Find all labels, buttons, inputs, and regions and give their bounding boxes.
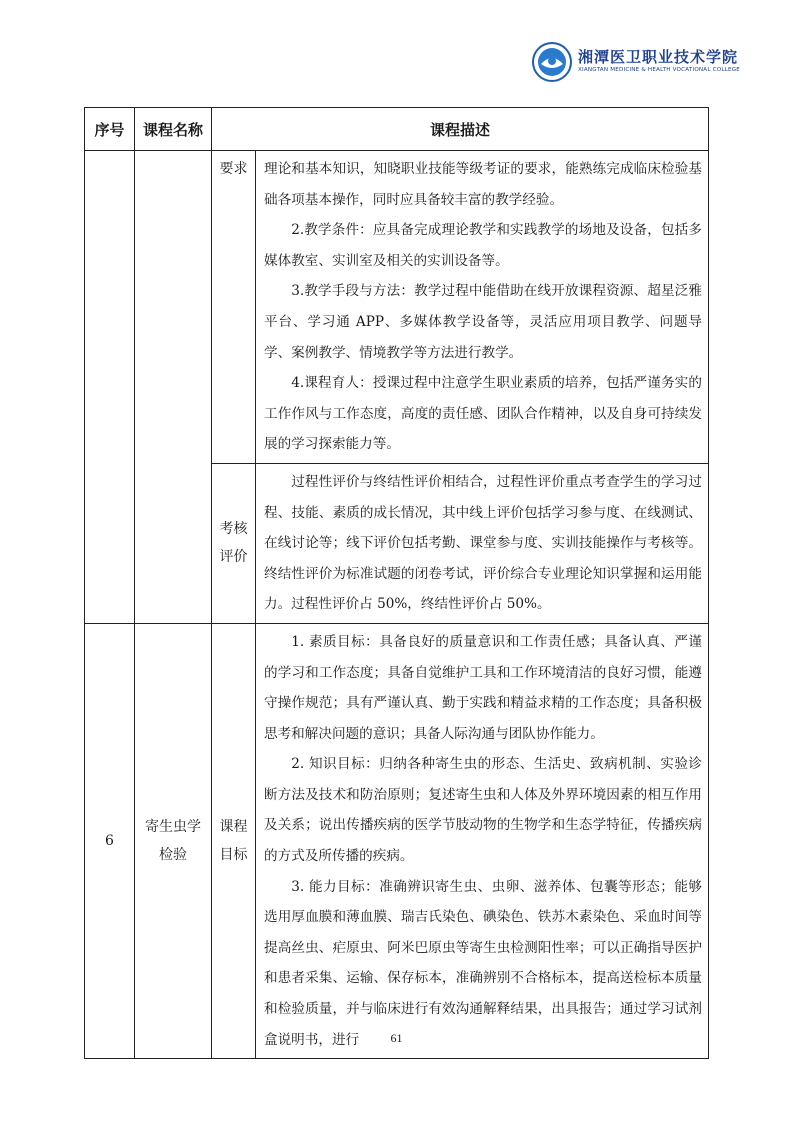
- paragraph: 过程性评价与终结性评价相结合，过程性评价重点考查学生的学习过程、技能、素质的成长情况，其中线上评价包括学习参与度、在线测试、在线讨论等；线下评价包括考勤、课堂参与度、实训技能操作与考核等。终结性评价为标准试题的闭卷考试，评价综合专业理论知识掌握和运用能力。过程性评价占 50%，终结性评价占 50%。: [264, 473, 702, 613]
- table-row: [85, 151, 709, 464]
- course-name: 寄生虫学 检验: [135, 623, 212, 1058]
- table-row: [85, 623, 709, 1058]
- college-emblem-icon: [532, 42, 572, 82]
- course-goal-description: [256, 623, 709, 1058]
- college-name-cn: 湘潭医卫职业技术学院: [578, 48, 739, 66]
- assessment-description: [256, 463, 709, 623]
- row-name-cell: [135, 151, 212, 624]
- header-course-name: 课程名称: [135, 108, 212, 151]
- row-no-cell: [85, 151, 135, 624]
- page-number: 61: [390, 1031, 403, 1045]
- course-number: 6: [85, 623, 135, 1058]
- paragraph: 2.教学条件：应具备完成理论教学和实践教学的场地及设备，包括多媒体教室、实训室及相关的实训设备等。: [264, 222, 702, 269]
- college-logo: [532, 42, 772, 84]
- paragraph: 3. 能力目标：准确辨识寄生虫、虫卵、滋养体、包囊等形态；能够选用厚血膜和薄血膜、瑞吉氏染色、碘染色、铁苏木素染色、采血时间等提高丝虫、疟原虫、阿米巴原虫等寄生虫检测阳性率；可以正确指导医护和患者采集、运输、保存标本，准确辨别不合格标本，提高送检标本质量和检验质量，并与临床进行有效沟通解释结果，出具报告；通过学习试剂盒说明书，进行: [264, 878, 702, 1048]
- paragraph: 1. 素质目标：具备良好的质量意识和工作责任感；具备认真、严谨的学习和工作态度；具备自觉维护工具和工作环境清洁的良好习惯，能遵守操作规范；具有严谨认真、勤于实践和精益求精的工作态度；具备积极思考和解决问题的意识；具备人际沟通与团队协作能力。: [264, 633, 702, 742]
- paragraph: 3.教学手段与方法：教学过程中能借助在线开放课程资源、超星泛雅平台、学习通 APP、多媒体教学设备等，灵活应用项目教学、问题导学、案例教学、情境教学等方法进行教学。: [264, 283, 702, 361]
- table-header-row: [85, 108, 709, 151]
- course-table: [84, 107, 709, 1059]
- paragraph: 2. 知识目标：归纳各种寄生虫的形态、生活史、致病机制、实验诊断方法及技术和防治原则；复述寄生虫和人体及外界环境因素的相互作用及关系；说出传播疾病的医学节肢动物的生物学和生态学特征，传播疾病的方式及所传播的疾病。: [264, 756, 702, 865]
- paragraph: 4.课程育人：授课过程中注意学生职业素质的培养，包括严谨务实的工作作风与工作态度，高度的责任感、团队合作精神，以及自身可持续发展的学习探索能力等。: [264, 375, 702, 453]
- requirement-description: [256, 151, 709, 464]
- header-course-desc: 课程描述: [212, 108, 709, 151]
- header-no: 序号: [85, 108, 135, 151]
- sub-label-course-goal: 课程 目标: [212, 623, 256, 1058]
- paragraph: 理论和基本知识，知晓职业技能等级考证的要求，能熟练完成临床检验基础各项基本操作，同时应具备较丰富的教学经验。: [264, 161, 702, 208]
- college-name-en: XIANGTAN MEDICINE & HEALTH VOCATIONAL COLLEGE: [578, 67, 740, 73]
- sub-label-requirement: 要求: [212, 151, 256, 464]
- sub-label-assessment: 考核 评价: [212, 463, 256, 623]
